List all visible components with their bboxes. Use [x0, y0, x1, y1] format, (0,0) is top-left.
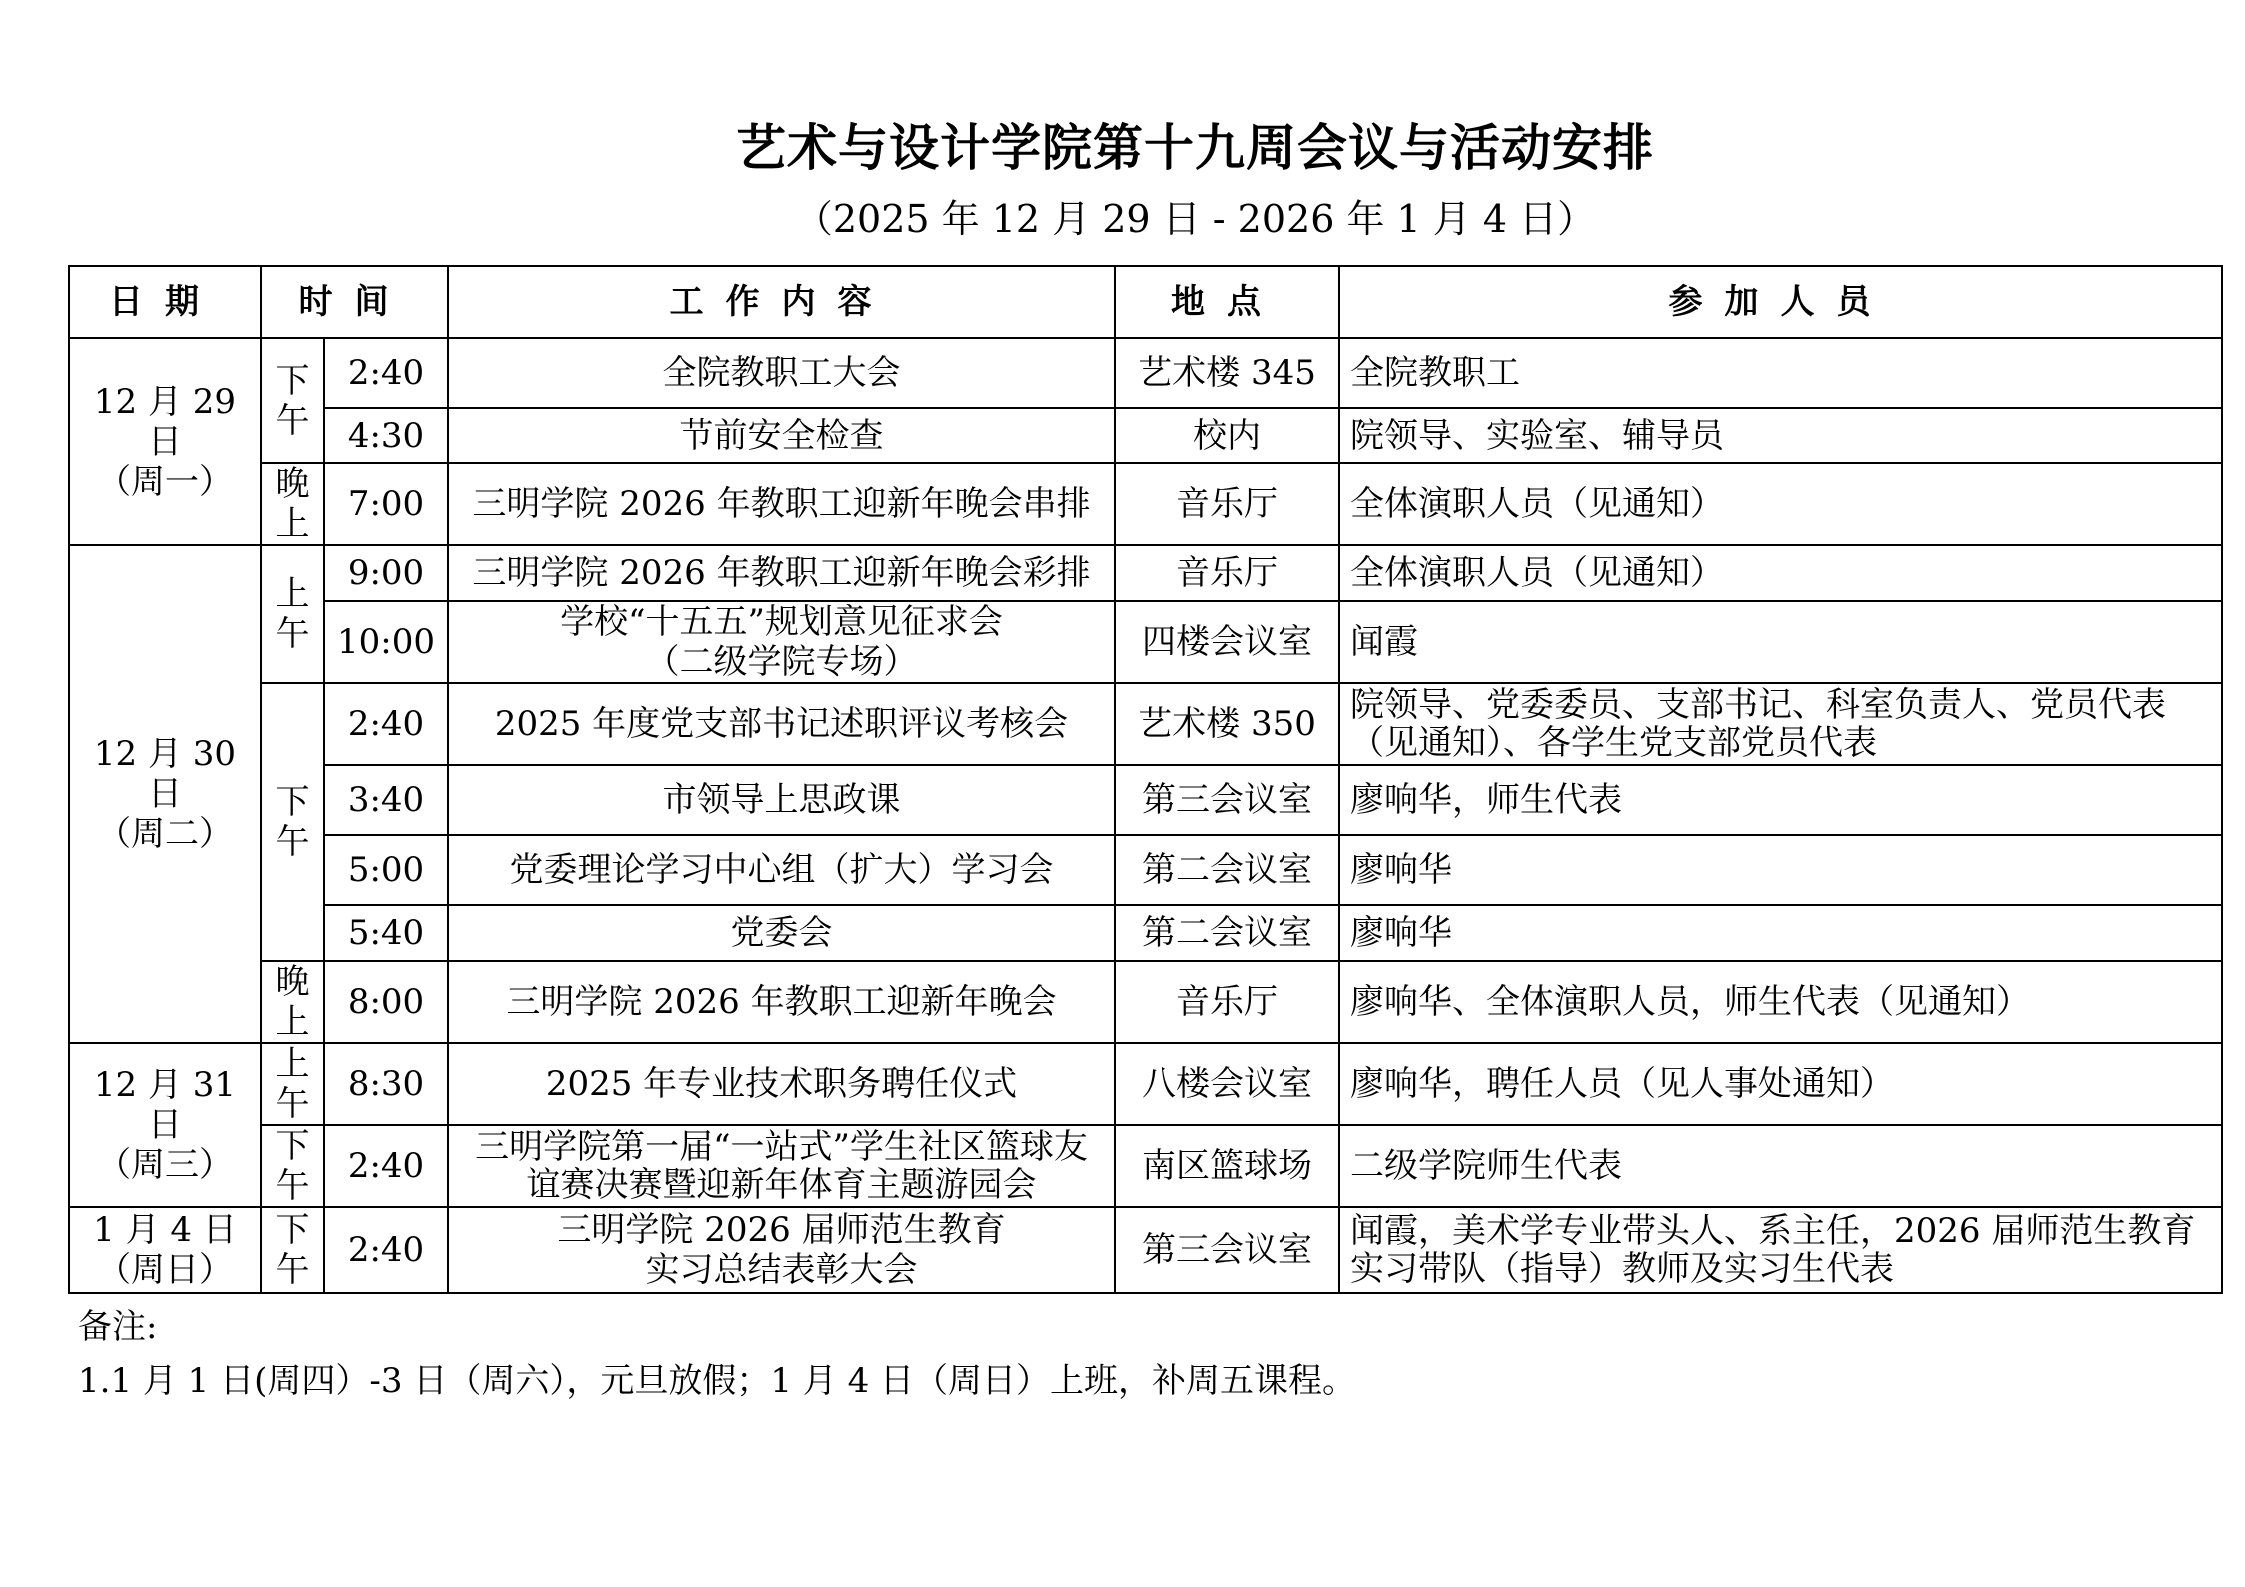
content-cell: 三明学院 2026 年教职工迎新年晚会 — [448, 961, 1115, 1043]
time-cell: 8:30 — [324, 1043, 448, 1125]
table-row — [69, 408, 2222, 463]
attendees-cell: 廖响华、全体演职人员，师生代表（见通知） — [1339, 961, 2222, 1043]
location-cell: 八楼会议室 — [1115, 1043, 1339, 1125]
date-text: 1 月 4 日 — [93, 1210, 237, 1250]
date-text: 12 月 30 日 — [93, 734, 237, 814]
content-cell — [448, 601, 1115, 683]
time-cell: 4:30 — [324, 408, 448, 463]
weekday-text: （周三） — [97, 1145, 233, 1185]
header-content: 工作内容 — [448, 266, 1115, 338]
content-cell: 市领导上思政课 — [448, 765, 1115, 835]
time-cell: 5:00 — [324, 835, 448, 905]
period-cell — [261, 683, 324, 961]
attendees-cell: 全体演职人员（见通知） — [1339, 545, 2222, 601]
location-cell: 艺术楼 350 — [1115, 683, 1339, 765]
content-cell: 三明学院 2026 年教职工迎新年晚会串排 — [448, 463, 1115, 545]
date-cell — [69, 1207, 261, 1293]
time-cell: 7:00 — [324, 463, 448, 545]
date-cell — [69, 545, 261, 1043]
date-cell — [69, 338, 261, 545]
time-cell: 2:40 — [324, 1125, 448, 1207]
period-label: 下 午 — [275, 360, 310, 441]
date-text: 12 月 31 日 — [93, 1065, 237, 1145]
period-label: 下 午 — [275, 782, 310, 862]
period-cell — [261, 961, 324, 1043]
header-date: 日期 — [69, 266, 261, 338]
time-cell: 3:40 — [324, 765, 448, 835]
content-cell — [448, 1207, 1115, 1293]
table-row — [69, 601, 2222, 683]
table-row — [69, 905, 2222, 961]
table-row — [69, 835, 2222, 905]
period-cell — [261, 1207, 324, 1293]
weekday-text: （周一） — [97, 461, 233, 502]
location-cell: 校内 — [1115, 408, 1339, 463]
notes-label: 备注: — [78, 1307, 158, 1347]
attendees-cell: 廖响华，聘任人员（见人事处通知） — [1339, 1043, 2222, 1125]
page-title: 艺术与设计学院第十九周会议与活动安排 — [736, 119, 1654, 177]
content-cell: 2025 年度党支部书记述职评议考核会 — [448, 683, 1115, 765]
table-row — [69, 1043, 2222, 1125]
attendees-cell: 院领导、党委委员、支部书记、科室负责人、党员代表（见通知）、各学生党支部党员代表 — [1339, 683, 2222, 765]
time-cell: 5:40 — [324, 905, 448, 961]
attendees-cell: 院领导、实验室、辅导员 — [1339, 408, 2222, 463]
location-cell: 音乐厅 — [1115, 463, 1339, 545]
header-row — [69, 266, 2222, 338]
table-row — [69, 683, 2222, 765]
period-label: 下 午 — [275, 1126, 310, 1206]
attendees-cell: 闻霞 — [1339, 601, 2222, 683]
period-label: 晚 上 — [275, 962, 310, 1042]
table-row — [69, 545, 2222, 601]
content-line: （二级学院专场） — [645, 642, 918, 682]
attendees-cell: 廖响华 — [1339, 905, 2222, 961]
table-row — [69, 1207, 2222, 1293]
location-cell: 第二会议室 — [1115, 905, 1339, 961]
table-row — [69, 463, 2222, 545]
table-row — [69, 1125, 2222, 1207]
time-cell: 2:40 — [324, 683, 448, 765]
location-cell: 第三会议室 — [1115, 1207, 1339, 1293]
period-cell — [261, 1125, 324, 1207]
location-cell: 南区篮球场 — [1115, 1125, 1339, 1207]
time-cell: 8:00 — [324, 961, 448, 1043]
attendees-cell: 全体演职人员（见通知） — [1339, 463, 2222, 545]
content-line: 学校“十五五”规划意见征求会 — [560, 602, 1003, 642]
period-cell — [261, 545, 324, 683]
header-time: 时间 — [261, 266, 448, 338]
location-cell: 第二会议室 — [1115, 835, 1339, 905]
location-cell: 艺术楼 345 — [1115, 338, 1339, 408]
date-cell — [69, 1043, 261, 1207]
period-cell — [261, 463, 324, 545]
header-attendees: 参加人员 — [1339, 266, 2222, 338]
content-cell: 三明学院第一届“一站式”学生社区篮球友谊赛决赛暨迎新年体育主题游园会 — [448, 1125, 1115, 1207]
table-row — [69, 338, 2222, 408]
content-cell: 三明学院 2026 年教职工迎新年晚会彩排 — [448, 545, 1115, 601]
attendees-cell: 闻霞，美术学专业带头人、系主任，2026 届师范生教育实习带队（指导）教师及实习生代表 — [1339, 1207, 2222, 1293]
period-cell — [261, 1043, 324, 1125]
location-cell: 四楼会议室 — [1115, 601, 1339, 683]
time-cell: 9:00 — [324, 545, 448, 601]
period-label: 晚 上 — [275, 464, 310, 544]
content-cell: 2025 年专业技术职务聘任仪式 — [448, 1043, 1115, 1125]
content-cell: 节前安全检查 — [448, 408, 1115, 463]
period-label: 上 午 — [275, 574, 310, 654]
attendees-cell: 廖响华，师生代表 — [1339, 765, 2222, 835]
schedule-table — [68, 265, 2223, 1294]
content-cell: 全院教职工大会 — [448, 338, 1115, 408]
time-cell: 2:40 — [324, 338, 448, 408]
weekday-text: （周日） — [97, 1250, 233, 1290]
location-cell: 音乐厅 — [1115, 545, 1339, 601]
attendees-cell: 二级学院师生代表 — [1339, 1125, 2222, 1207]
content-cell: 党委理论学习中心组（扩大）学习会 — [448, 835, 1115, 905]
header-location: 地点 — [1115, 266, 1339, 338]
location-cell: 第三会议室 — [1115, 765, 1339, 835]
date-text: 12 月 29 日 — [93, 381, 237, 462]
page-subtitle: （2025 年 12 月 29 日 - 2026 年 1 月 4 日） — [794, 197, 1596, 241]
time-cell: 10:00 — [324, 601, 448, 683]
time-cell: 2:40 — [324, 1207, 448, 1293]
notes-line: 1.1 月 1 日(周四）-3 日（周六），元旦放假；1 月 4 日（周日）上班，补周五课程。 — [78, 1361, 1357, 1401]
attendees-cell: 廖响华 — [1339, 835, 2222, 905]
content-line: 实习总结表彰大会 — [645, 1250, 918, 1290]
period-label: 下 午 — [275, 1210, 310, 1290]
notes — [78, 1300, 1356, 1408]
table-row — [69, 765, 2222, 835]
content-cell: 党委会 — [448, 905, 1115, 961]
table-row — [69, 961, 2222, 1043]
weekday-text: （周二） — [97, 814, 233, 854]
location-cell: 音乐厅 — [1115, 961, 1339, 1043]
period-label: 上 午 — [275, 1044, 310, 1124]
attendees-cell: 全院教职工 — [1339, 338, 2222, 408]
content-line: 三明学院 2026 届师范生教育 — [557, 1210, 1006, 1250]
period-cell — [261, 338, 324, 463]
